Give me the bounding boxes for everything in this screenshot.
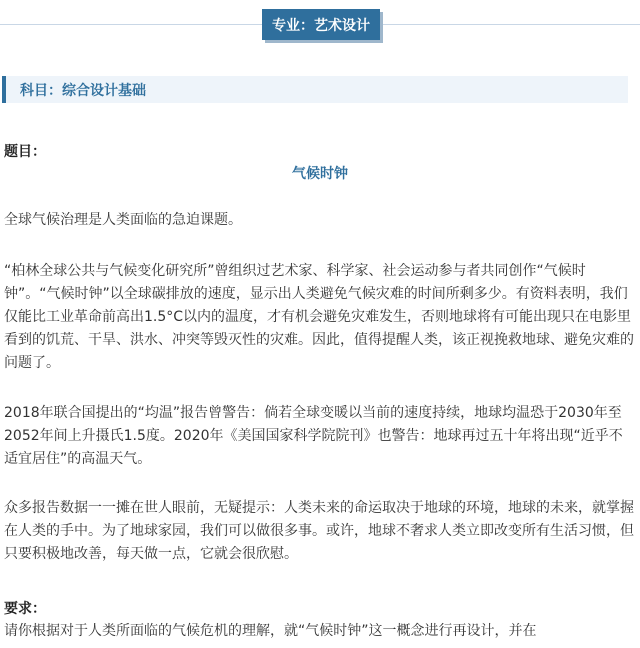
question-label: 题目： [4, 144, 46, 160]
major-badge: 专业：艺术设计 [262, 9, 380, 40]
requirements-text: 请你根据对于人类所面临的气候危机的理解，就“气候时钟”这一概念进行再设计，并在 [4, 623, 537, 639]
paragraph-2: “柏林全球公共与气候变化研究所”曾组织过艺术家、科学家、社会运动参与者共同创作“气候时钟”。“气候时钟”以全球碳排放的速度，显示出人类避免气候灾难的时间所剩多少。有资料表明，我们仅能比工业革命前高出1.5°C以内的温度，才有机会避免灾难发生，否则地球将有可能出现只在电影里看到的饥荒、干旱、洪水、冲突等毁灭性的灾难。因此，值得提醒人类，该正视挽救地球、避免灾难的问题了。 [4, 263, 634, 371]
paragraph-3: 2018年联合国提出的“均温”报告曾警告：倘若全球变暖以当前的速度持续，地球均温恐于2030年至2052年间上升摄氏1.5度。2020年《美国国家科学院院刊》也警告：地球再过五十年将出现“近乎不适宜居住”的高温天气。 [4, 405, 623, 467]
paragraph-1: 全球气候治理是人类面临的急迫课题。 [4, 212, 242, 228]
requirements-label: 要求： [4, 601, 46, 617]
paragraph-4: 众多报告数据一一摊在世人眼前，无疑提示：人类未来的命运取决于地球的环境，地球的未来，就掌握在人类的手中。为了地球家园，我们可以做很多事。或许，地球不奢求人类立即改变所有生活习惯，但只要积极地改善，每天做一点，它就会很欣慰。 [4, 500, 634, 562]
question-title: 气候时钟 [292, 166, 348, 182]
subject-heading: 科目：综合设计基础 [2, 76, 628, 103]
